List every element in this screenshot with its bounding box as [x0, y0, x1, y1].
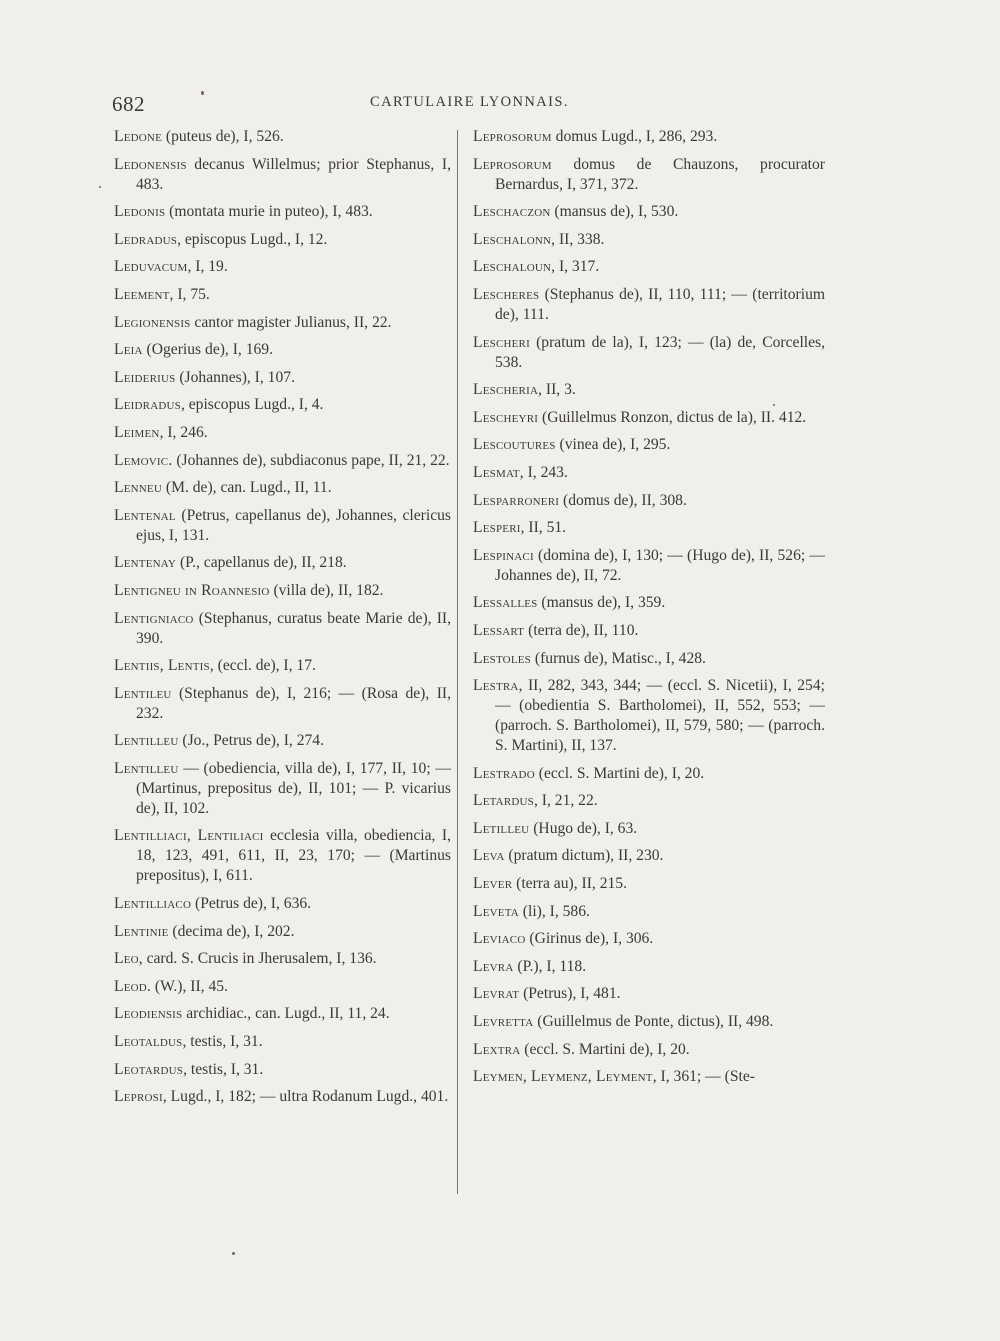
entry-headword: Leschaloun [473, 258, 552, 276]
entry-headword: Leva [473, 847, 505, 865]
entry-text: , II, 282, 343, 344; — (eccl. S. Nicetii), I, 254; — (obedientia S. Bartholomei), II, 552, 553; — (parroch. S. Bartholomei), II, 579, 580; — (parroch. S. Martini), II, 137. [495, 677, 825, 755]
entry-headword: Leotardus [114, 1060, 184, 1078]
entry-headword: Leschalonn [473, 230, 552, 248]
entry-headword: Ledonis [114, 203, 166, 221]
index-entry [114, 230, 451, 250]
index-entry [114, 922, 451, 942]
entry-headword: Leiderius [114, 368, 176, 386]
entry-headword: Levretta [473, 1013, 534, 1031]
entry-headword: Leia [114, 341, 143, 359]
index-entry [473, 791, 825, 811]
index-entry [473, 649, 825, 669]
index-entry [114, 826, 451, 886]
entry-text: (Johannes), I, 107. [175, 368, 295, 386]
index-entry [114, 395, 451, 415]
index-entry [114, 656, 451, 676]
entry-text: (villa de), II, 182. [269, 581, 384, 599]
index-entry [114, 1032, 451, 1052]
index-entry [114, 340, 451, 360]
index-entry [114, 977, 451, 997]
entry-headword: Lentigniaco [114, 609, 194, 627]
entry-text: (Johannes de), subdiaconus pape, II, 21, 22. [172, 451, 450, 469]
entry-text: , episcopus Lugd., I, 4. [180, 396, 324, 414]
entry-text: (M. de), can. Lugd., II, 11. [162, 479, 332, 497]
entry-headword: Lentigneu in Roannesio [114, 581, 270, 599]
entry-headword: Leod. [114, 977, 152, 995]
entry-text: (W.), II, 45. [151, 977, 228, 995]
entry-headword: Lextra [473, 1040, 521, 1058]
entry-text: (Hugo de), I, 63. [529, 819, 638, 837]
index-entry [473, 676, 825, 756]
left-column [114, 127, 451, 1115]
index-entry [473, 846, 825, 866]
entry-headword: Legionensis [114, 313, 191, 331]
index-entry [114, 202, 451, 222]
entry-headword: Letardus [473, 792, 534, 810]
index-entry [473, 764, 825, 784]
entry-text: (Ogerius de), I, 169. [142, 341, 274, 359]
entry-text: domus de Chauzons, procurator Bernardus, I, 371, 372. [495, 155, 825, 193]
entry-text: , I, 21, 22. [533, 792, 598, 810]
entry-text: (P.), I, 118. [513, 957, 587, 975]
entry-text: (Guillelmus de Ponte, dictus), II, 498. [533, 1013, 774, 1031]
index-entry [473, 463, 825, 483]
entry-headword: Lentileu [114, 684, 172, 702]
entry-text: domus Lugd., I, 286, 293. [551, 128, 718, 145]
entry-text: (mansus de), I, 359. [537, 594, 666, 612]
entry-headword: Lentinie [114, 922, 169, 940]
index-entry [114, 368, 451, 388]
index-entry [114, 759, 451, 819]
entry-headword: Leprosi [114, 1088, 163, 1106]
index-entry [473, 1067, 825, 1087]
index-entry [473, 333, 825, 373]
entry-headword: Ledonensis [114, 155, 187, 173]
entry-headword: Leprosorum [473, 155, 552, 173]
entry-text: (li), I, 586. [518, 902, 590, 920]
entry-headword: Lespinaci [473, 546, 534, 564]
running-title: CARTULAIRE LYONNAIS. [370, 94, 569, 110]
index-entry [473, 1012, 825, 1032]
entry-text: (montata murie in puteo), I, 483. [165, 203, 373, 221]
entry-headword: Leimen [114, 423, 160, 441]
entry-text: (domina de), I, 130; — (Hugo de), II, 526; — Johannes de), II, 72. [495, 546, 825, 584]
entry-headword: Leduvacum [114, 258, 188, 276]
entry-text: cantor magister Julianus, II, 22. [190, 313, 392, 331]
index-entry [473, 929, 825, 949]
entry-headword: Lentilleu [114, 732, 179, 750]
entry-headword: Lessalles [473, 594, 538, 612]
entry-headword: Leprosorum [473, 128, 552, 145]
index-entry [473, 957, 825, 977]
entry-headword: Levra [473, 957, 514, 975]
index-entry [114, 684, 451, 724]
index-entry [473, 491, 825, 511]
entry-headword: Lescheria [473, 381, 539, 399]
index-entry [473, 435, 825, 455]
entry-text: , II, 51. [520, 519, 567, 537]
index-entry [473, 285, 825, 325]
entry-text: , II, 3. [538, 381, 576, 399]
entry-text: , I, 75. [169, 285, 210, 303]
entry-headword: Lentenal [114, 506, 176, 524]
entry-text: (Guillelmus Ronzon, dictus de la), II. 412. [538, 408, 807, 426]
entry-headword: Lesparroneri [473, 491, 560, 509]
entry-headword: Lestrado [473, 764, 535, 782]
ink-speck [232, 1252, 235, 1255]
entry-text: , I, 246. [159, 423, 208, 441]
index-entry [473, 819, 825, 839]
index-entry [114, 257, 451, 277]
index-entry [473, 155, 825, 195]
entry-text: , I, 243. [519, 463, 568, 481]
index-entry [473, 408, 825, 428]
entry-text: (Petrus, capellanus de), Johannes, clericus ejus, I, 131. [136, 506, 451, 544]
entry-text: (P., capellanus de), II, 218. [176, 554, 347, 572]
index-entry [473, 380, 825, 400]
ink-speck [773, 404, 775, 406]
index-entry [114, 423, 451, 443]
index-entry [114, 731, 451, 751]
entry-text: (pratum de la), I, 123; — (la) de, Corcelles, 538. [495, 333, 825, 371]
entry-text: (pratum dictum), II, 230. [504, 847, 664, 865]
entry-text: , (eccl. de), I, 17. [209, 657, 316, 675]
entry-headword: Lenneu [114, 479, 162, 497]
entry-text: (furnus de), Matisc., I, 428. [530, 649, 706, 667]
index-entry [114, 1060, 451, 1080]
index-entry [114, 553, 451, 573]
ink-speck [99, 186, 101, 188]
index-entry [114, 285, 451, 305]
entry-text: , Lugd., I, 182; — ultra Rodanum Lugd., 401. [162, 1088, 449, 1106]
column-divider [457, 130, 458, 1194]
entry-text: , I, 19. [187, 258, 228, 276]
entry-text: (terra au), II, 215. [512, 875, 627, 893]
entry-headword: Leement [114, 285, 170, 303]
index-entry [473, 984, 825, 1004]
entry-headword: Lescheri [473, 333, 530, 351]
entry-headword: Lestoles [473, 649, 531, 667]
entry-headword: Letilleu [473, 819, 530, 837]
entry-headword: Leo [114, 950, 139, 968]
index-entry [114, 894, 451, 914]
index-entry [114, 313, 451, 333]
entry-headword: Lestra [473, 677, 519, 695]
entry-headword: Ledradus [114, 230, 178, 248]
entry-headword: Leotaldus [114, 1033, 183, 1051]
entry-headword: Leodiensis [114, 1005, 183, 1023]
index-entry [114, 155, 451, 195]
index-entry [473, 593, 825, 613]
entry-text: (mansus de), I, 530. [550, 203, 679, 221]
entry-headword: Lentilleu [114, 759, 179, 777]
entry-headword: Leschaczon [473, 203, 551, 221]
index-entry [114, 581, 451, 601]
entry-text: (Petrus de), I, 636. [191, 895, 312, 913]
entry-headword: Leviaco [473, 930, 526, 948]
entry-headword: Lentiis, Lentis [114, 657, 210, 675]
entry-headword: Leidradus [114, 396, 181, 414]
entry-headword: Lever [473, 875, 513, 893]
entry-headword: Lentilliaci, Lentiliaci [114, 827, 264, 845]
index-entry [473, 546, 825, 586]
entry-headword: Lesperi [473, 519, 521, 537]
index-entry [473, 202, 825, 222]
entry-text: (domus de), II, 308. [559, 491, 687, 509]
entry-text: (Stephanus de), I, 216; — (Rosa de), II, 232. [136, 684, 451, 722]
entry-text: (Stephanus, curatus beate Marie de), II, 390. [136, 609, 451, 647]
right-column [473, 127, 825, 1095]
entry-headword: Lentenay [114, 554, 177, 572]
entry-text: , I, 317. [551, 258, 600, 276]
ink-speck [201, 91, 204, 95]
entry-text: (eccl. S. Martini de), I, 20. [534, 764, 705, 782]
entry-text: , I, 361; — (Ste- [652, 1068, 755, 1086]
entry-headword: Lessart [473, 621, 525, 639]
index-entry [114, 949, 451, 969]
index-entry [473, 518, 825, 538]
entry-text: (Stephanus de), II, 110, 111; — (territorium de), 111. [495, 285, 825, 323]
entry-headword: Lescheyri [473, 408, 539, 426]
index-entry [473, 902, 825, 922]
entry-headword: Lesmat [473, 463, 520, 481]
entry-headword: Levrat [473, 985, 520, 1003]
index-entry [114, 127, 451, 147]
entry-text: (Jo., Petrus de), I, 274. [178, 732, 325, 750]
entry-text: , testis, I, 31. [182, 1033, 263, 1051]
page-number: 682 [112, 92, 145, 116]
entry-headword: Ledone [114, 128, 162, 145]
entry-text: archidiac., can. Lugd., II, 11, 24. [182, 1005, 390, 1023]
index-entry [473, 257, 825, 277]
entry-text: — (obediencia, villa de), I, 177, II, 10; — (Martinus, prepositus de), II, 101; — P. vicarius de), II, 102. [136, 759, 451, 817]
entry-text: (Petrus), I, 481. [519, 985, 621, 1003]
entry-text: (Girinus de), I, 306. [525, 930, 654, 948]
index-entry [114, 506, 451, 546]
entry-text: ecclesia villa, obediencia, I, 18, 123, 491, 611, II, 23, 170; — (Martinus prepositus), I, 611. [136, 827, 451, 885]
index-entry [114, 451, 451, 471]
index-entry [473, 874, 825, 894]
entry-text: (terra de), II, 110. [524, 621, 639, 639]
index-entry [473, 127, 825, 147]
entry-text: (eccl. S. Martini de), I, 20. [520, 1040, 690, 1058]
index-entry [473, 1040, 825, 1060]
index-entry [473, 230, 825, 250]
entry-text: , card. S. Crucis in Jherusalem, I, 136. [138, 950, 377, 968]
entry-headword: Leveta [473, 902, 519, 920]
index-entry [473, 621, 825, 641]
entry-text: (decima de), I, 202. [168, 922, 295, 940]
index-entry [114, 1087, 451, 1107]
entry-headword: Lentilliaco [114, 895, 192, 913]
entry-text: , episcopus Lugd., I, 12. [177, 230, 328, 248]
entry-text: decanus Willelmus; prior Stephanus, I, 483. [136, 155, 451, 193]
entry-headword: Lescoutures [473, 436, 556, 454]
entry-headword: Lescheres [473, 285, 540, 303]
entry-headword: Lemovic. [114, 451, 173, 469]
entry-text: , testis, I, 31. [183, 1060, 264, 1078]
index-entry [114, 478, 451, 498]
entry-text: , II, 338. [551, 230, 605, 248]
index-entry [114, 1004, 451, 1024]
entry-text: (puteus de), I, 526. [162, 128, 284, 145]
entry-headword: Leymen, Leymenz, Leyment [473, 1068, 653, 1086]
entry-text: (vinea de), I, 295. [555, 436, 671, 454]
index-entry [114, 609, 451, 649]
